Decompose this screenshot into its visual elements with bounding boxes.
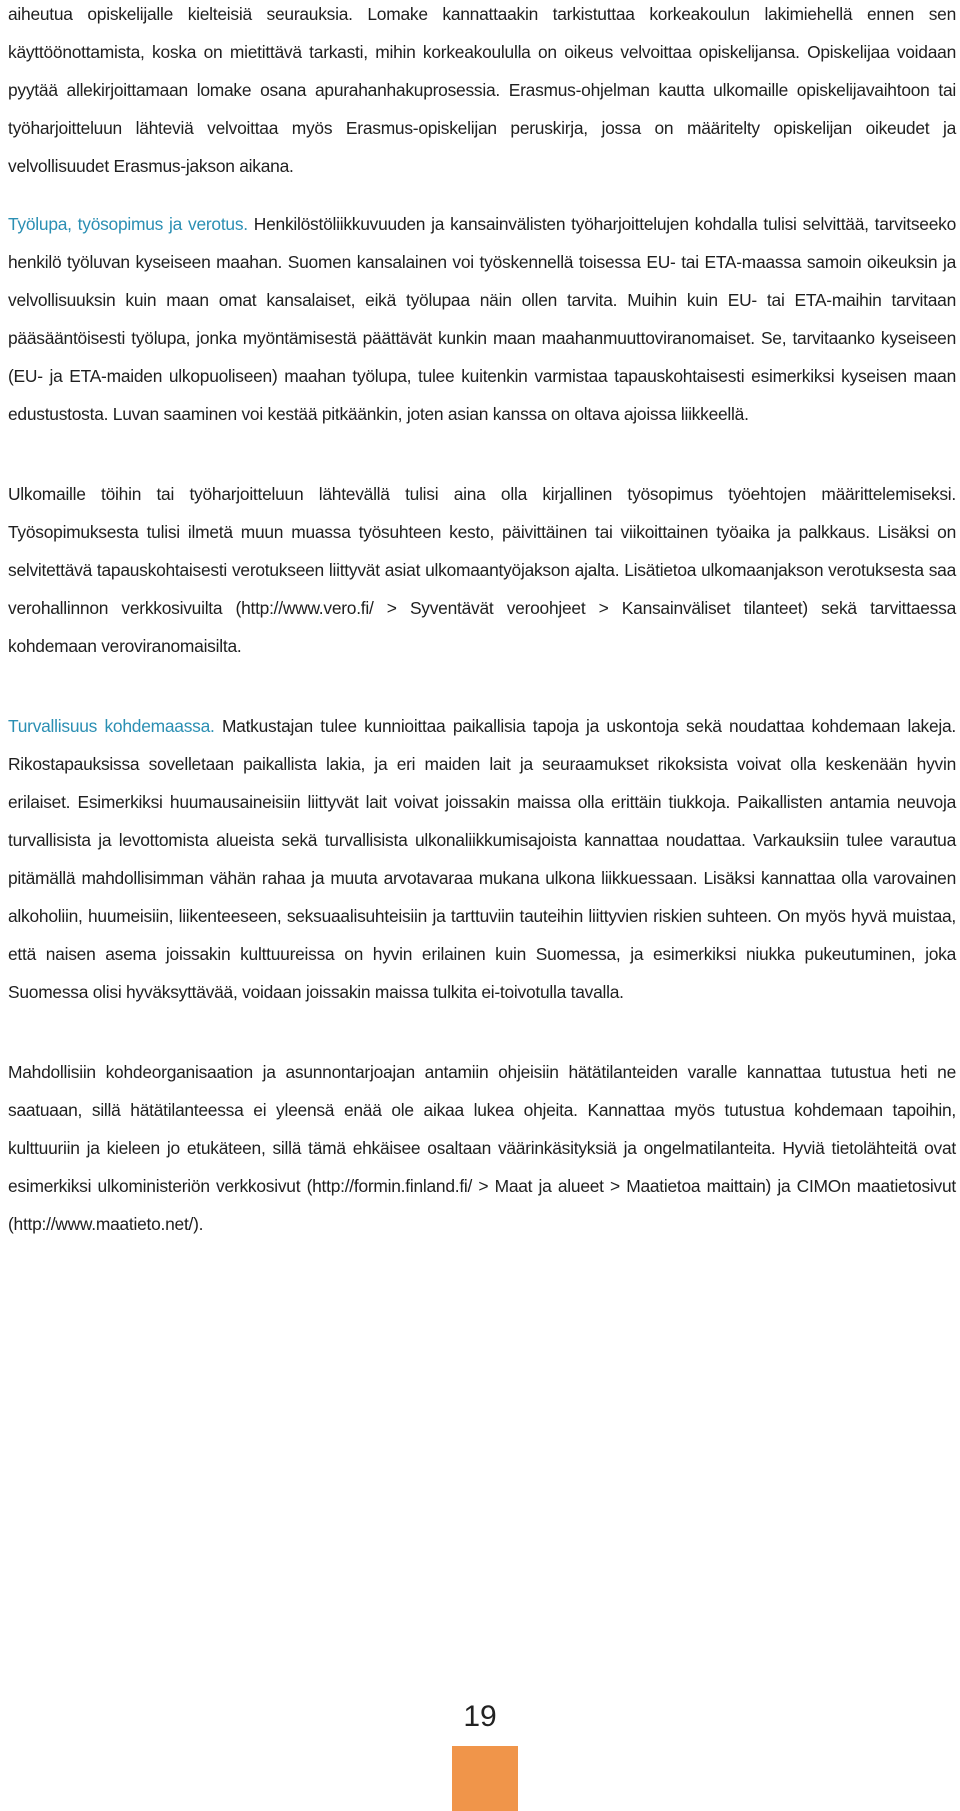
paragraph-employment-contract xyxy=(8,475,956,665)
paragraph-text: aiheutua opiskelijalle kielteisiä seurauksia. Lomake kannattaakin tarkistuttaa korkeakoulun lakimiehellä ennen sen käyttöönottamista, koska on mietittävä tarkasti, mihin korkeakoululla on oikeus velvoittaa opiskelijansa. Opiskelijaa voidaan pyytää allekirjoittamaan lomake osana apurahanhakuprosessia. Erasmus-ohjelman kautta ulkomaille opiskelijavaihtoon tai työharjoitteluun lähteviä velvoittaa myös Erasmus-opiskelijan peruskirja, jossa on määritelty opiskelijan oikeudet ja velvollisuudet Erasmus-jakson aikana. xyxy=(8,4,956,176)
paragraph-safety xyxy=(8,707,956,1011)
paragraph-work-permit xyxy=(8,205,956,433)
section-heading-work-permit: Työlupa, työsopimus ja verotus. xyxy=(8,214,248,234)
paragraph-text: Ulkomaille töihin tai työharjoitteluun lähtevällä tulisi aina olla kirjallinen työsopimus työehtojen määrittelemiseksi. Työsopimuksesta tulisi ilmetä muun muassa työsuhteen kesto, päivittäinen tai viikoittainen työaika ja palkkaus. Lisäksi on selvitettävä tapauskohtaisesti verotukseen liittyvät asiat ulkomaantyöjakson ajalta. Lisätietoa ulkomaanjakson verotuksesta saa verohallinnon verkkosivuilta (http://www.vero.fi/ > Syventävät veroohjeet > Kansainväliset tilanteet) sekä tarvittaessa kohdemaan veroviranomaisilta. xyxy=(8,484,956,656)
paragraph-text: Henkilöstöliikkuvuuden ja kansainvälisten työharjoittelujen kohdalla tulisi selvittää, tarvitseeko henkilö työluvan kyseiseen maahan. Suomen kansalainen voi työskennellä toisessa EU- tai ETA-maassa samoin oikeuksin ja velvollisuuksin kuin maan omat kansalaiset, eikä työlupaa näin ollen tarvita. Muihin kuin EU- tai ETA-maihin tarvitaan pääsääntöisesti työlupa, jonka myöntämisestä päättävät kunkin maan maahanmuuttoviranomaiset. Se, tarvitaanko kyseiseen (EU- ja ETA-maiden ulkopuoliseen) maahan työlupa, tulee kuitenkin varmistaa tapauskohtaisesti esimerkiksi kyseisen maan edustustosta. Luvan saaminen voi kestää pitkäänkin, joten asian kanssa on oltava ajoissa liikkeellä. xyxy=(8,214,956,424)
paragraph-erasmus-charter xyxy=(8,0,956,185)
page-number: 19 xyxy=(463,1700,497,1733)
paragraph-text: Matkustajan tulee kunnioittaa paikallisia tapoja ja uskontoja sekä noudattaa kohdemaan lakeja. Rikostapauksissa sovelletaan paikallista lakia, ja eri maiden lait ja seuraamukset rikoksista voivat olla keskenään hyvin erilaiset. Esimerkiksi huumausaineisiin liittyvät lait voivat joissakin maissa olla erittäin tiukkoja. Paikallisten antamia neuvoja turvallisista ja levottomista alueista sekä turvallisista ulkonaliikkumisajoista kannattaa noudattaa. Varkauksiin tulee varautua pitämällä mahdollisimman vähän rahaa ja muuta arvotavaraa mukana ulkona liikkuessaan. Lisäksi kannattaa olla varovainen alkoholiin, huumeisiin, liikenteeseen, seksuaalisuhteisiin ja tarttuviin tauteihin liittyvien riskien suhteen. On myös hyvä muistaa, että naisen asema joissakin kulttuureissa on hyvin erilainen kuin Suomessa, ja esimerkiksi niukka pukeutuminen, joka Suomessa olisi hyväksyttävää, voidaan joissakin maissa tulkita ei-toivotulla tavalla. xyxy=(8,716,956,1002)
paragraph-text: Mahdollisiin kohdeorganisaation ja asunnontarjoajan antamiin ohjeisiin hätätilanteiden varalle kannattaa tutustua heti ne saatuaan, sillä hätätilanteessa ei yleensä enää ole aikaa lukea ohjeita. Kannattaa myös tutustua kohdemaan tapoihin, kulttuuriin ja kieleen jo etukäteen, sillä tämä ehkäisee osaltaan väärinkäsityksiä ja ongelmatilanteita. Hyviä tietolähteitä ovat esimerkiksi ulkoministeriön verkkosivut (http://formin.finland.fi/ > Maat ja alueet > Maatietoa maittain) ja CIMOn maatietosivut (http://www.maatieto.net/). xyxy=(8,1062,956,1234)
section-heading-safety: Turvallisuus kohdemaassa. xyxy=(8,716,215,736)
paragraph-emergency xyxy=(8,1053,956,1243)
page-footer-tab xyxy=(452,1746,518,1811)
document-body xyxy=(8,0,956,1243)
